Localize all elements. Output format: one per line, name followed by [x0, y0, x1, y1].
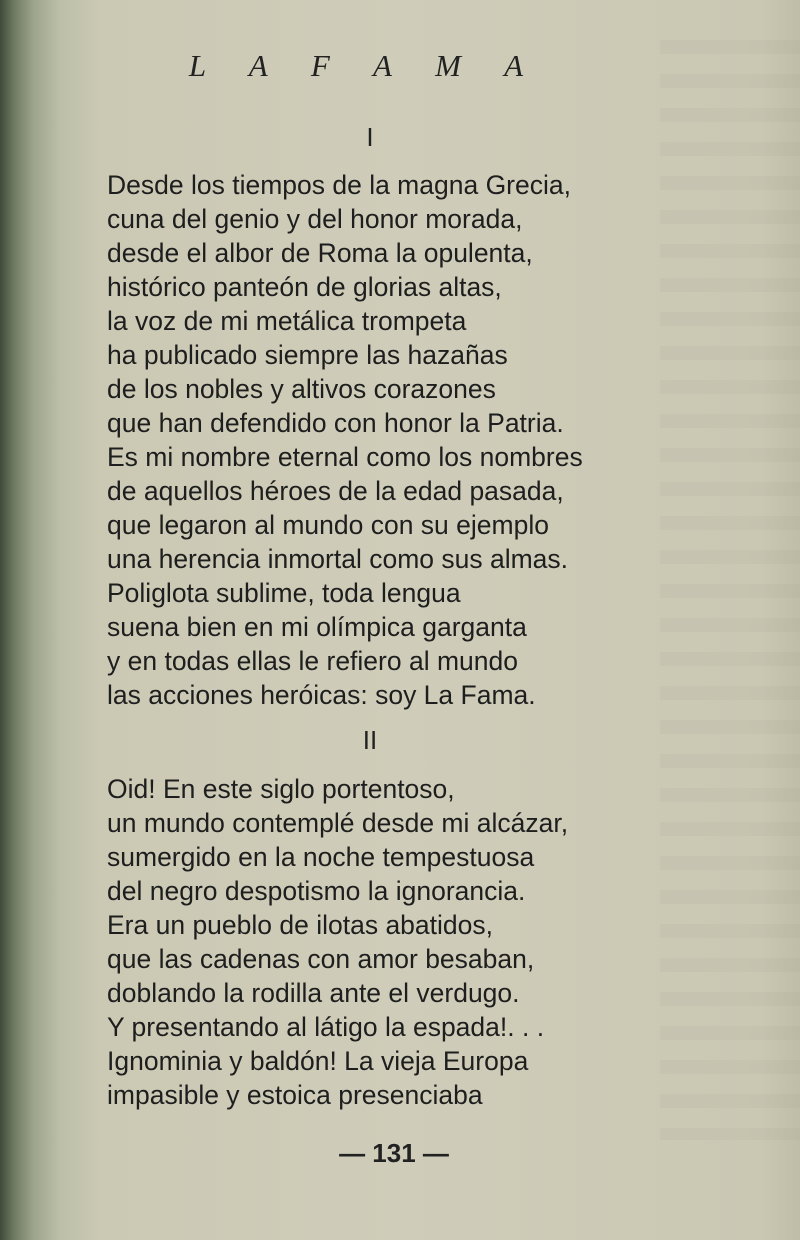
section-number-2: II: [362, 725, 378, 755]
verse-line: sumergido en la noche tempestuosa: [107, 842, 535, 872]
verse-line: la voz de mi metálica trompeta: [107, 306, 467, 336]
verse-line: Y presentando al látigo la espada!. . .: [107, 1012, 545, 1042]
verse-line: desde el albor de Roma la opulenta,: [107, 238, 533, 268]
poem-section-1: [107, 168, 583, 712]
poem-section-2: [107, 772, 568, 1112]
verse-line: Era un pueblo de ilotas abatidos,: [107, 910, 493, 940]
verse-line: Es mi nombre eternal como los nombres: [107, 442, 583, 472]
verse-line: histórico panteón de glorias altas,: [107, 272, 502, 302]
verse-line: cuna del genio y del honor morada,: [107, 204, 523, 234]
page-number: — 131 —: [339, 1138, 449, 1168]
verse-line: ha publicado siempre las hazañas: [107, 340, 508, 370]
verse-line: las acciones heróicas: soy La Fama.: [107, 680, 536, 710]
verse-line: Oid! En este siglo portentoso,: [107, 774, 455, 804]
verse-line: que han defendido con honor la Patria.: [107, 408, 564, 438]
verse-line: impasible y estoica presenciaba: [107, 1080, 483, 1110]
verse-line: doblando la rodilla ante el verdugo.: [107, 978, 520, 1008]
verse-line: Ignominia y baldón! La vieja Europa: [107, 1046, 529, 1076]
verse-line: de aquellos héroes de la edad pasada,: [107, 476, 564, 506]
verse-line: de los nobles y altivos corazones: [107, 374, 496, 404]
show-through-texture: [660, 40, 800, 1140]
verse-line: Desde los tiempos de la magna Grecia,: [107, 170, 571, 200]
verse-line: una herencia inmortal como sus almas.: [107, 544, 569, 574]
verse-line: y en todas ellas le refiero al mundo: [107, 646, 518, 676]
verse-line: Poliglota sublime, toda lengua: [107, 578, 461, 608]
running-title: L A F A M A: [188, 48, 542, 83]
verse-line: del negro despotismo la ignorancia.: [107, 876, 526, 906]
verse-line: suena bien en mi olímpica garganta: [107, 612, 527, 642]
section-number-1: I: [366, 122, 374, 152]
verse-line: un mundo contemplé desde mi alcázar,: [107, 808, 569, 838]
verse-line: que legaron al mundo con su ejemplo: [107, 510, 549, 540]
verse-line: que las cadenas con amor besaban,: [107, 944, 535, 974]
